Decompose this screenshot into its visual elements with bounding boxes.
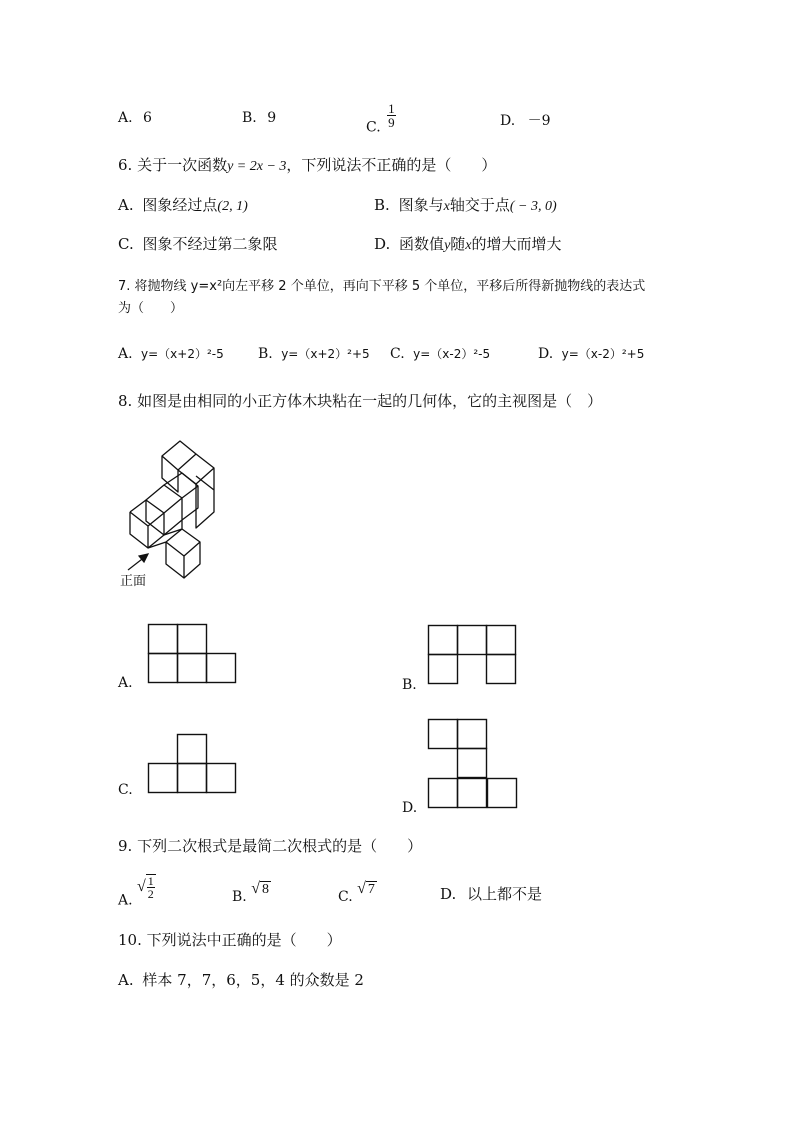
q8-option-d-figure bbox=[428, 719, 522, 811]
q10-option-a-text: 样本 7，7，6，5，4 的众数是 2 bbox=[142, 971, 364, 989]
q5-option-a-value: 6 bbox=[143, 110, 152, 126]
grid-cell bbox=[458, 779, 487, 808]
q7-option-d-label: D. bbox=[538, 346, 554, 362]
q9-option-a bbox=[118, 874, 156, 909]
q6-option-d-text3: 的增大而增大 bbox=[471, 235, 562, 253]
q8-option-c-label: C. bbox=[118, 782, 133, 798]
q9-option-c-label: C. bbox=[338, 889, 353, 905]
grid-cell bbox=[429, 626, 458, 655]
q10-option-a-label: A. bbox=[118, 971, 134, 989]
q7-stem-line1: 7. 将抛物线 y=x²向左平移 2 个单位，再向下平移 5 个单位，平移后所得新抛物线的表达式 bbox=[118, 279, 646, 294]
q8-option-d-label: D. bbox=[402, 800, 418, 816]
fraction-numerator: 1 bbox=[147, 874, 154, 888]
q9-option-b-radicand: 8 bbox=[261, 882, 269, 897]
q9-option-c bbox=[338, 880, 377, 905]
q9-option-b bbox=[232, 880, 271, 905]
grid-cell bbox=[488, 779, 517, 808]
q5-option-b-value: 9 bbox=[267, 110, 277, 126]
q6-option-a-text: 图象经过点 bbox=[142, 196, 218, 214]
q6-option-c-text: 图象不经过第二象限 bbox=[142, 235, 278, 253]
q9-option-d-text: 以上都不是 bbox=[467, 885, 543, 903]
q6-option-c-label: C. bbox=[118, 235, 134, 253]
grid-cell bbox=[429, 655, 458, 684]
q5-option-b-label: B. bbox=[242, 110, 257, 126]
grid-cell bbox=[207, 654, 236, 683]
q5-option-d-label: D. bbox=[500, 113, 516, 129]
grid-cell bbox=[149, 764, 178, 793]
q9-option-c-sqrt: √ 7 bbox=[357, 880, 375, 897]
q6-option-b-label: B. bbox=[374, 196, 390, 214]
q6-option-d-label: D. bbox=[374, 235, 391, 253]
q6-option-b-text: 图象与 bbox=[398, 196, 444, 214]
q7-option-c-text: y=（x-2）²-5 bbox=[413, 347, 491, 361]
q6-option-a-point: (2, 1) bbox=[217, 199, 248, 214]
q6-option-b-text2: 轴交于点 bbox=[449, 196, 510, 214]
q6-option-d-text: 函数值 bbox=[399, 235, 445, 253]
q9-option-d bbox=[440, 883, 542, 904]
grid-cell bbox=[458, 720, 487, 749]
grid-cell bbox=[149, 654, 178, 683]
q8-option-b-label: B. bbox=[402, 677, 417, 693]
q5-option-d-value: －9 bbox=[527, 113, 551, 129]
q6-option-a-label: A. bbox=[118, 196, 134, 214]
q9-option-a-label: A. bbox=[118, 892, 133, 909]
grid-cell bbox=[487, 626, 516, 655]
q8-option-b-figure bbox=[428, 625, 520, 687]
q10-stem: 10. 下列说法中正确的是（ ） bbox=[118, 931, 342, 949]
q5-option-a-label: A. bbox=[118, 110, 133, 126]
q6-option-d-var2: x bbox=[465, 238, 472, 253]
q7-option-c-label: C. bbox=[390, 346, 405, 362]
q8-stem: 8. 如图是由相同的小正方体木块粘在一起的几何体，它的主视图是（ ） bbox=[118, 392, 603, 410]
grid-cell bbox=[458, 749, 487, 778]
grid-cell bbox=[149, 625, 178, 654]
grid-cell bbox=[429, 720, 458, 749]
grid-cell bbox=[178, 764, 207, 793]
q8-option-a-label: A. bbox=[118, 675, 133, 691]
q9-option-a-fraction bbox=[146, 874, 156, 900]
q9-option-d-label: D. bbox=[440, 885, 457, 903]
q9-option-b-sqrt: √ 8 bbox=[251, 880, 269, 897]
q7-option-a-label: A. bbox=[118, 346, 133, 362]
q10-option-a bbox=[118, 969, 364, 990]
q9-option-b-label: B. bbox=[232, 889, 247, 905]
q6-option-d-text2: 随 bbox=[450, 235, 466, 253]
fraction-denominator: 2 bbox=[147, 887, 154, 901]
grid-cell bbox=[487, 655, 516, 684]
q6-option-d-var1: y bbox=[444, 238, 451, 253]
grid-cell bbox=[178, 625, 207, 654]
grid-cell bbox=[429, 779, 458, 808]
q8-option-a-figure bbox=[148, 624, 238, 686]
fraction-numerator: 1 bbox=[388, 101, 395, 116]
q7-option-a-text: y=（x+2）²-5 bbox=[141, 347, 224, 361]
grid-cell bbox=[207, 764, 236, 793]
q5-option-c-label: C. bbox=[366, 119, 381, 136]
grid-cell bbox=[458, 626, 487, 655]
grid-cell bbox=[178, 735, 207, 764]
q9-option-a-sqrt: √ $\frac{1}{2}$ bbox=[137, 874, 154, 901]
q7-option-b-text: y=（x+2）²+5 bbox=[281, 347, 370, 361]
q8-front-label: 正面 bbox=[120, 574, 147, 589]
q9-option-c-radicand: 7 bbox=[367, 882, 375, 897]
fraction-denominator: 9 bbox=[388, 115, 395, 130]
q6-function: y = 2x − 3 bbox=[227, 159, 287, 174]
q6-option-b-point: ( − 3, 0) bbox=[509, 199, 557, 214]
q9-stem: 9. 下列二次根式是最简二次根式的是（ ） bbox=[118, 837, 423, 855]
q6-stem-tail: ，下列说法不正确的是（ ） bbox=[286, 156, 497, 174]
q6-stem-text: 6. 关于一次函数 bbox=[118, 156, 228, 174]
grid-cell bbox=[178, 654, 207, 683]
q7-option-b-label: B. bbox=[258, 346, 273, 362]
q6-option-b-var: x bbox=[443, 199, 450, 214]
q7-option-d-text: y=（x-2）²+5 bbox=[561, 347, 645, 361]
q7-stem-line2: 为（ ） bbox=[118, 301, 184, 316]
q8-option-c-figure bbox=[148, 734, 238, 796]
